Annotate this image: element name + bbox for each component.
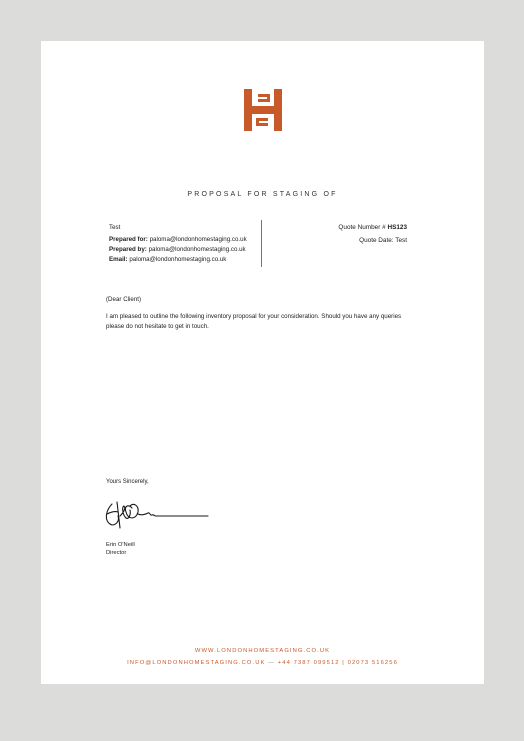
- handwritten-signature: [102, 494, 210, 532]
- quote-date-row: [359, 237, 407, 244]
- prepared-for-row: [109, 237, 247, 243]
- email-row: [109, 257, 226, 263]
- footer-contact-line: [41, 660, 484, 666]
- prepared-for-label: Prepared for:: [109, 236, 148, 243]
- quote-number-value: HS123: [387, 224, 407, 231]
- letter-body: I am pleased to outline the following inventory proposal for your consideration. Should you have any queries please do not hesitate to get in touch.: [106, 313, 402, 330]
- signer-title: Director: [106, 550, 127, 556]
- footer-website[interactable]: WWW.LONDONHOMESTAGING.CO.UK: [194, 648, 331, 654]
- footer-phones: +44 7387 099512 | 02073 516256: [277, 660, 398, 666]
- hs-monogram-logo: [244, 89, 282, 131]
- prepared-for-value: paloma@londonhomestaging.co.uk: [149, 236, 247, 243]
- document-title: PROPOSAL FOR STAGING OF: [187, 191, 338, 198]
- vertical-divider: [261, 220, 262, 267]
- quote-date-value: Test: [395, 237, 407, 244]
- quote-date-label: Quote Date:: [359, 237, 394, 244]
- letter-signoff: Yours Sincerely,: [106, 479, 149, 485]
- signer-name: Erin O'Neill: [106, 542, 135, 548]
- prepared-by-value: paloma@londonhomestaging.co.uk: [148, 246, 246, 253]
- footer-separator: —: [268, 660, 276, 666]
- email-label: Email:: [109, 256, 128, 263]
- quote-number-label: Quote Number #: [338, 224, 386, 231]
- prepared-by-row: [109, 247, 246, 253]
- prepared-by-label: Prepared by:: [109, 246, 147, 253]
- document-page: [41, 41, 484, 684]
- signer-block: [106, 541, 135, 557]
- email-value: paloma@londonhomestaging.co.uk: [129, 256, 227, 263]
- client-name: Test: [109, 224, 121, 231]
- quote-number-row: [338, 224, 407, 231]
- footer-email[interactable]: INFO@LONDONHOMESTAGING.CO.UK: [127, 660, 266, 666]
- letter-greeting: (Dear Client): [106, 296, 142, 303]
